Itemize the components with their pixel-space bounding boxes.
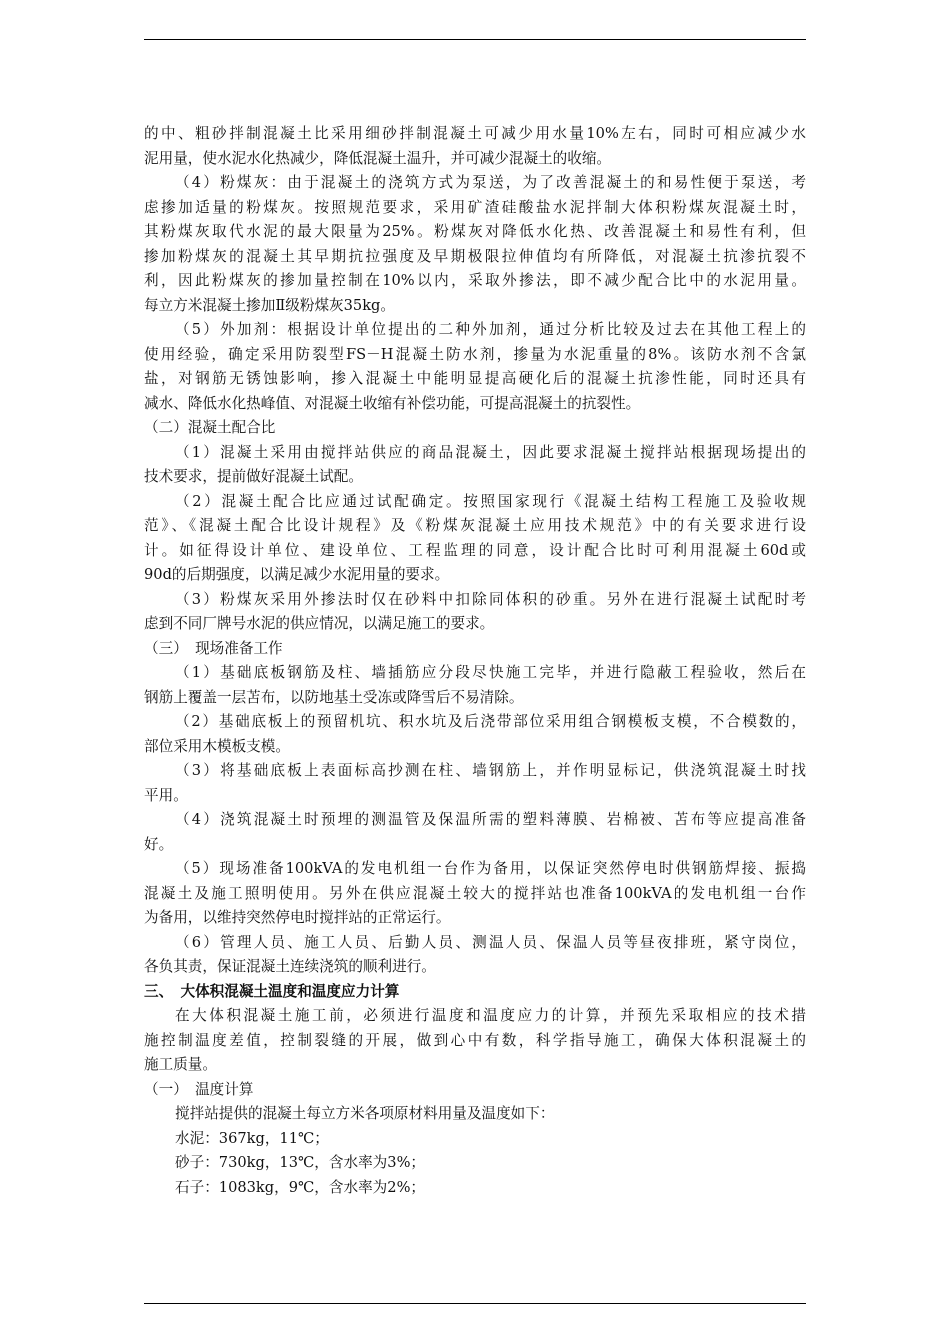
text-line: 钢筋上覆盖一层苫布，以防地基土受冻或降雪后不易清除。 <box>144 688 524 706</box>
text-line: 计。如征得设计单位、建设单位、工程监理的同意，设计配合比时可利用混凝土60d或 <box>144 541 806 559</box>
text-line: 范》、《混凝土配合比设计规程》及《粉煤灰混凝土应用技术规范》中的有关要求进行设 <box>144 517 806 534</box>
text-line: 利，因此粉煤灰的掺加量控制在10%以内，采取外掺法，即不减少配合比中的水泥用量。 <box>144 272 806 289</box>
text-line: 混凝土及施工照明使用。另外在供应混凝土较大的搅拌站也准备100kVA的发电机组一台作 <box>144 884 806 902</box>
chapter-heading: 三、 大体积混凝土温度和温度应力计算 <box>144 982 400 1000</box>
text-line: 平用。 <box>144 786 188 804</box>
paragraph-start: （4）浇筑混凝土时预埋的测温管及保温所需的塑料薄膜、岩棉被、苫布等应提高准备 <box>175 811 806 828</box>
text-line: 施控制温度差值，控制裂缝的开展，做到心中有数，科学指导施工，确保大体积混凝土的 <box>144 1031 806 1049</box>
paragraph-start: （3）将基础底板上表面标高抄测在柱、墙钢筋上，并作明显标记，供浇筑混凝土时找 <box>175 762 806 779</box>
material-item: 砂子：730kg，13℃，含水率为3%； <box>175 1154 426 1171</box>
paragraph-start: 在大体积混凝土施工前，必须进行温度和温度应力的计算，并预先采取相应的技术措 <box>175 1007 806 1024</box>
section-heading: （二）混凝土配合比 <box>144 419 276 436</box>
text-line: 盐，对钢筋无锈蚀影响，掺入混凝土中能明显提高硬化后的混凝土抗渗性能，同时还具有 <box>144 370 806 387</box>
material-item: 水泥：367kg，11℃； <box>175 1129 329 1147</box>
text-line: 虑到不同厂牌号水泥的供应情况，以满足施工的要求。 <box>144 615 495 632</box>
paragraph-start: （2）基础底板上的预留机坑、积水坑及后浇带部位采用组合钢模板支模，不合模数的， <box>175 713 806 730</box>
text-line: 减水、降低水化热峰值、对混凝土收缩有补偿功能，可提高混凝土的抗裂性。 <box>144 394 641 412</box>
text-line: 各负其责，保证混凝土连续浇筑的顺利进行。 <box>144 958 436 975</box>
paragraph-start: （6）管理人员、施工人员、后勤人员、测温人员、保温人员等昼夜排班，紧守岗位， <box>175 933 806 951</box>
text-line: 90d的后期强度，以满足减少水泥用量的要求。 <box>144 566 450 583</box>
paragraph-start: （4）粉煤灰：由于混凝土的浇筑方式为泵送，为了改善混凝土的和易性便于泵送，考 <box>175 174 806 191</box>
section-heading: （一） 温度计算 <box>144 1080 254 1098</box>
section-heading: （三） 现场准备工作 <box>144 639 283 657</box>
text-line: 为备用，以维持突然停电时搅拌站的正常运行。 <box>144 909 451 926</box>
paragraph-start: （2）混凝土配合比应通过试配确定。按照国家现行《混凝土结构工程施工及验收规 <box>175 492 806 510</box>
header-rule <box>144 39 806 40</box>
document-body <box>144 122 806 1200</box>
paragraph-start: 搅拌站提供的混凝土每立方米各项原材料用量及温度如下： <box>175 1105 555 1122</box>
text-line: 其粉煤灰取代水泥的最大限量为25%。粉煤灰对降低水化热、改善混凝土和易性有利，但 <box>144 223 806 240</box>
text-line: 泥用量，使水泥水化热减少，降低混凝土温升，并可减少混凝土的收缩。 <box>144 149 612 167</box>
text-line: 每立方米混凝土掺加Ⅱ级粉煤灰35kg。 <box>144 296 395 314</box>
paragraph-start: （3）粉煤灰采用外掺法时仅在砂料中扣除同体积的砂重。另外在进行混凝土试配时考 <box>175 590 806 608</box>
paragraph-start: （5）现场准备100kVA的发电机组一台作为备用，以保证突然停电时供钢筋焊接、振捣 <box>175 860 806 877</box>
text-line: 施工质量。 <box>144 1056 217 1073</box>
text-line: 部位采用木模板支模。 <box>144 737 290 755</box>
text-line: 虑掺加适量的粉煤灰。按照规范要求，采用矿渣硅酸盐水泥拌制大体积粉煤灰混凝土时， <box>144 198 806 216</box>
paragraph-start: （1）基础底板钢筋及柱、墙插筋应分段尽快施工完毕，并进行隐蔽工程验收，然后在 <box>175 664 806 681</box>
paragraph-start: （1）混凝土采用由搅拌站供应的商品混凝土，因此要求混凝土搅拌站根据现场提出的 <box>175 443 806 461</box>
paragraph-start: （5）外加剂：根据设计单位提出的二种外加剂，通过分析比较及过去在其他工程上的 <box>175 321 806 338</box>
text-line: 好。 <box>144 835 174 853</box>
text-line: 的中、粗砂拌制混凝土比采用细砂拌制混凝土可减少用水量10%左右，同时可相应减少水 <box>144 125 806 142</box>
footer-rule <box>144 1303 806 1304</box>
material-item: 石子：1083kg，9℃，含水率为2%； <box>175 1178 426 1196</box>
text-line: 技术要求，提前做好混凝土试配。 <box>144 468 363 485</box>
text-line: 使用经验，确定采用防裂型FS－H混凝土防水剂，掺量为水泥重量的8%。该防水剂不含氯 <box>144 345 806 363</box>
text-line: 掺加粉煤灰的混凝土其早期抗拉强度及早期极限拉伸值均有所降低，对混凝土抗渗抗裂不 <box>144 247 806 265</box>
